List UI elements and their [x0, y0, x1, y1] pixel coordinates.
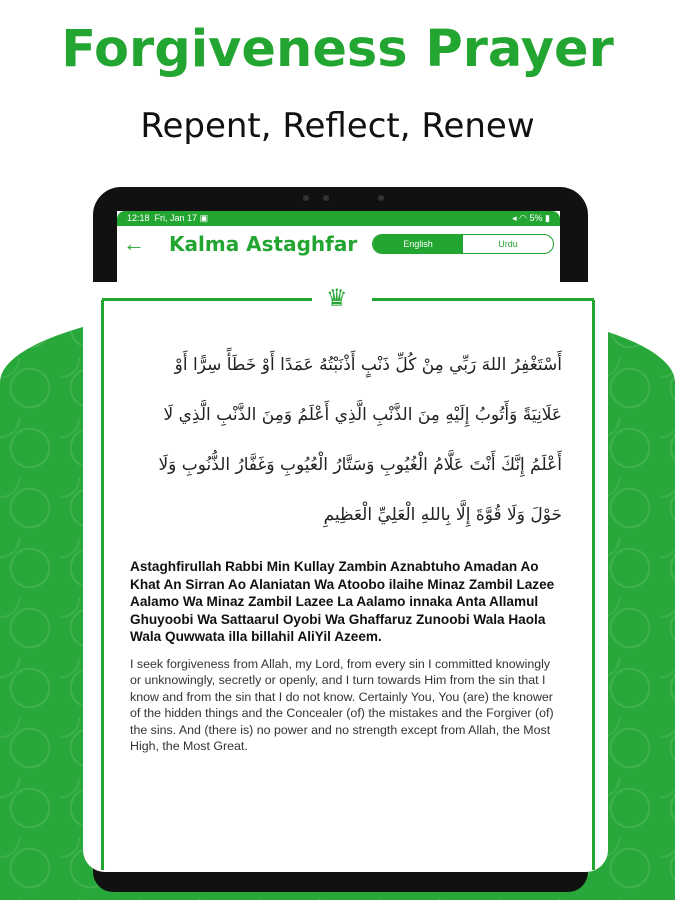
screen-title: Kalma Astaghfar: [169, 232, 358, 256]
app-screen: [117, 211, 560, 291]
status-date: Fri, Jan 17: [154, 213, 198, 223]
toggle-urdu[interactable]: Urdu: [498, 239, 518, 249]
transliteration-text: Astaghfirullah Rabbi Min Kullay Zambin Aznabtuho Amadan Ao Khat An Sirran Ao Alaniatan Wa Atoobo ilaihe Minaz Zambil Lazee Aalamo Wa Minaz Zambil Lazee La Aalamo innaka Anta Allamul Ghuyoobi Wa Sattaarul Oyobi Wa Ghaffaruz Zunoobi Wala Haola Wala Quwwata illa billahil AliYil Azeem.: [130, 559, 555, 644]
battery-icon: ▮: [545, 213, 550, 223]
image-notification-icon: ▣: [199, 213, 209, 223]
status-time: 12:18: [127, 213, 150, 223]
toggle-english[interactable]: English: [373, 235, 463, 253]
tablet-bottom-bezel: [96, 872, 586, 888]
crown-ornament-icon: ♛: [326, 285, 348, 312]
prayer-content: [130, 340, 562, 755]
mute-icon: ◂: [512, 213, 517, 223]
translation-text: I seek forgiveness from Allah, my Lord, from every sin I committed knowingly or unknowingly, secretly or openly, and I turn towards Him from the sin that I know and from the sin that I do not know. Certainly You, You (are) the knower of the hidden things and the Concealer (of) the mistakes and the Forgiver (of) the sins. And (there is) no power and no strength except from Allah, the Most High, the Most Great.: [130, 656, 554, 753]
promo-subtitle: Repent, Reflect, Renew: [140, 106, 535, 146]
sensor-icon: [378, 195, 384, 201]
status-bar: [117, 211, 560, 226]
arabic-text: أَسْتَغْفِرُ اللهَ رَبِّي مِنْ كُلِّ ذَنْبٍ أَذْنَبْتُهُ عَمَدًا أَوْ خَطَأً سِرًّا أَوْ عَلَانِيَةً وَأَتُوبُ إِلَيْهِ مِنَ الذَّنْبِ الَّذِي أَعْلَمُ وَمِنَ الذَّنْبِ الَّذِي لَا أَعْلَمُ إِنَّكَ أَنْتَ عَلَّامُ الْغُيُوبِ وَسَتَّارُ الْعُيُوبِ وَغَفَّارُ الذُّنُوبِ وَلَا حَوْلَ وَلَا قُوَّةَ إِلَّا بِاللهِ الْعَلِيِّ الْعَظِيمِ: [158, 355, 562, 525]
wifi-icon: ◠: [519, 213, 527, 223]
ornament-divider-right: [372, 298, 594, 301]
border-line-right: [592, 300, 595, 870]
app-bar: [117, 226, 560, 262]
border-line-left: [101, 300, 104, 870]
ornament-divider-left: [102, 298, 312, 301]
camera-icon: [303, 195, 309, 201]
battery-level: 5%: [529, 213, 543, 223]
language-toggle: [372, 234, 554, 254]
sensor-icon: [323, 195, 329, 201]
promo-title: Forgiveness Prayer: [61, 20, 614, 79]
arrow-left-icon[interactable]: ←: [123, 231, 145, 256]
